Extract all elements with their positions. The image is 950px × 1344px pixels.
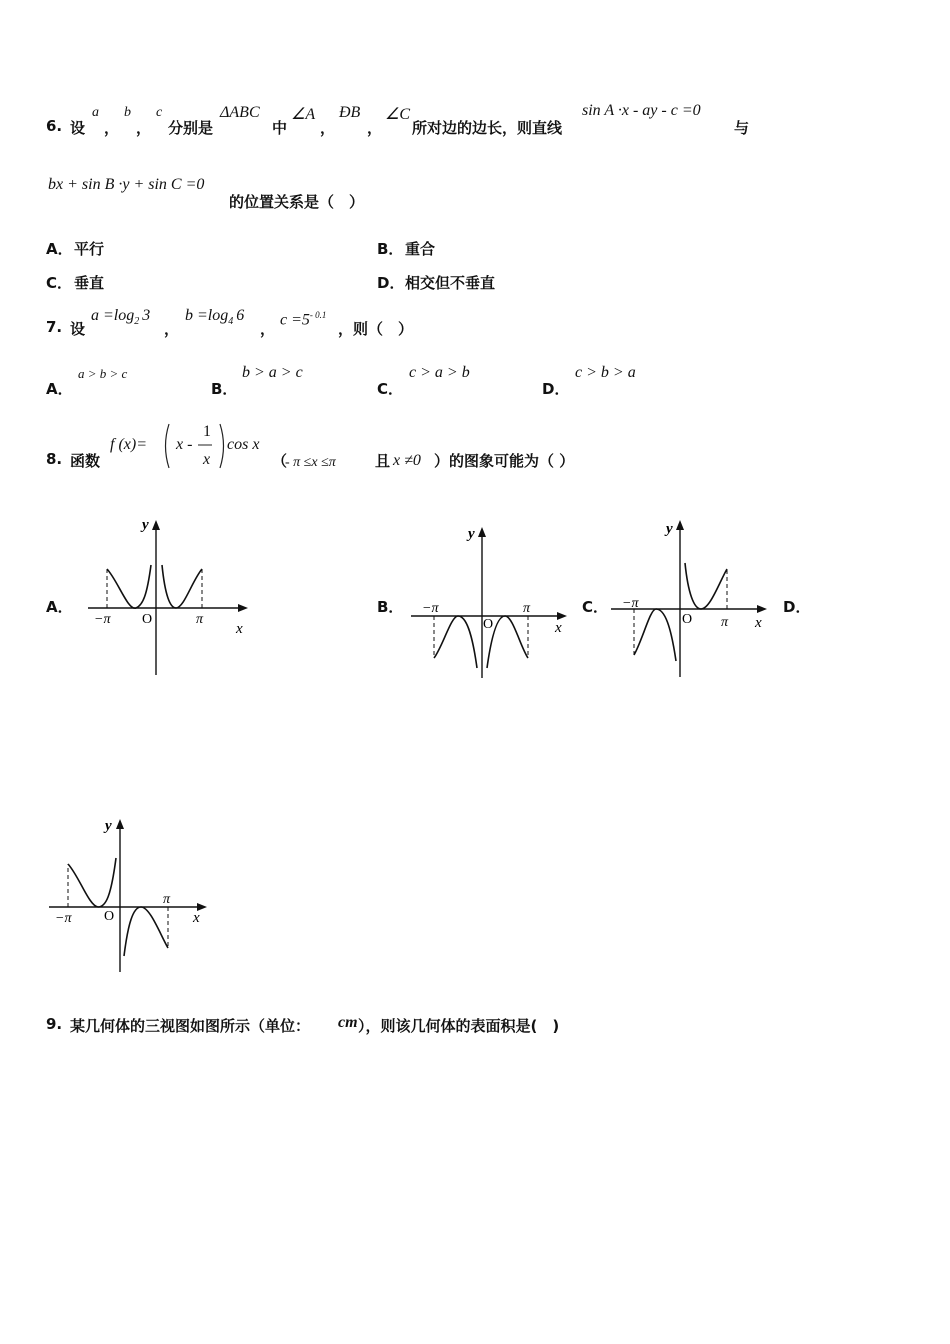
q8-paren-open: （ [272, 452, 288, 470]
q6-angle-c: ∠C [385, 106, 411, 123]
q7-option-b-text: b > a > c [242, 364, 303, 381]
axis-x-label: x [555, 620, 562, 636]
q7-option-d-letter: D． [542, 380, 570, 398]
q8-option-b-label: B． [377, 598, 404, 616]
q6-option-b-text: 重合 [405, 240, 436, 258]
q8-numerator: 1 [203, 423, 211, 440]
q8-denominator: x [203, 451, 211, 468]
q7-option-b-letter: B． [211, 380, 238, 398]
q7-lead: 设 [70, 320, 86, 338]
q6-comma: ， [367, 119, 383, 137]
q6-text-guanxi: 的位置关系是（ ） [229, 193, 365, 211]
q8-cos: cos x [227, 436, 260, 453]
q8-qie: 且 [375, 452, 391, 470]
q8-lead: 函数 [70, 452, 101, 470]
axis-y-label: y [468, 526, 475, 542]
q8-domain: - π ≤x ≤π [285, 455, 336, 470]
q6-line-2: bx + sin B ·y + sin C =0 [48, 176, 205, 193]
neg-pi-label: −π [55, 911, 72, 926]
q8-fx: f (x)= [110, 436, 147, 453]
q6-number: 6. [46, 117, 63, 135]
q7-option-a-letter: A． [46, 380, 73, 398]
q6-option-c-letter: C． [46, 274, 73, 292]
q7-number: 7. [46, 318, 63, 336]
axis-y-label: y [142, 517, 149, 533]
pi-label: π [163, 892, 171, 907]
neg-pi-label: −π [422, 601, 439, 616]
q7-option-c-text: c > a > b [409, 364, 470, 381]
q6-option-d-letter: D． [377, 274, 405, 292]
q6-comma: ， [104, 119, 120, 137]
q7-comma: ， [164, 320, 180, 338]
q7-option-a-text: a > b > c [78, 366, 128, 381]
q6-a: a [92, 105, 99, 120]
q6-option-a-letter: A． [46, 240, 73, 258]
origin-label: O [142, 612, 153, 627]
q7-option-d-text: c > b > a [575, 364, 636, 381]
axis-y-label: y [105, 818, 112, 834]
q6-c: c [156, 105, 163, 120]
q8-graph-d [45, 812, 215, 977]
q8-graph-c [605, 515, 775, 680]
q6-angle-a: ∠A [291, 106, 316, 123]
origin-label: O [682, 612, 693, 627]
q6-option-a-text: 平行 [74, 240, 105, 258]
pi-label: π [721, 615, 729, 630]
q6-text-suodui: 所对边的边长，则直线 [412, 119, 563, 137]
q6-option-d-text: 相交但不垂直 [405, 274, 496, 292]
neg-pi-label: −π [94, 612, 111, 627]
q6-text-fenbie: 分别是 [168, 119, 214, 137]
q8-nonzero: x ≠0 [393, 452, 421, 469]
q9-text-pre: 某几何体的三视图如图所示（单位： [70, 1017, 311, 1035]
axis-x-label: x [193, 910, 200, 926]
q6-line-1: sin A ·x - ay - c =0 [582, 102, 701, 119]
q7-a-expr: $a =\log_2$ 3 [91, 307, 151, 328]
q6-angle-b: ÐB [339, 104, 361, 121]
q9-unit: cm [338, 1014, 358, 1031]
q8-option-d-label: D． [783, 598, 811, 616]
axis-y-label: y [666, 521, 673, 537]
origin-label: O [483, 617, 494, 632]
q6-option-c-text: 垂直 [74, 274, 105, 292]
q8-graph-a [80, 515, 265, 680]
q7-b-expr: $b =\log_4$ 6 [185, 307, 245, 328]
q6-b: b [124, 105, 131, 120]
q6-triangle: ΔABC [220, 104, 260, 121]
q6-comma: ， [136, 119, 152, 137]
pi-label: π [523, 601, 531, 616]
q8-x-minus: x - [176, 436, 193, 453]
axis-x-label: x [236, 621, 243, 637]
q6-text-yu: 与 [734, 119, 750, 137]
q8-fraction-parens [160, 420, 230, 472]
q7-comma: ， [260, 320, 276, 338]
q7-c-expr: $c =5^{- 0.1}$ [280, 310, 327, 329]
pi-label: π [196, 612, 204, 627]
q6-text-zhong: 中 [272, 119, 288, 137]
q6-option-b-letter: B． [377, 240, 404, 258]
q7-option-c-letter: C． [377, 380, 404, 398]
q8-option-c-label: C． [582, 598, 609, 616]
q6-comma: ， [320, 119, 336, 137]
q8-option-a-label: A． [46, 598, 73, 616]
q6-lead: 设 [70, 119, 86, 137]
q9-text-post: ），则该几何体的表面积是( ) [358, 1017, 560, 1035]
neg-pi-label: −π [622, 596, 639, 611]
origin-label: O [104, 909, 115, 924]
q8-tail: ）的图象可能为（ ） [434, 452, 575, 470]
q9-number: 9. [46, 1015, 63, 1033]
q7-tail: ，则（ ） [338, 320, 414, 338]
axis-x-label: x [755, 615, 762, 631]
q8-number: 8. [46, 450, 63, 468]
q8-graph-b [405, 522, 575, 682]
